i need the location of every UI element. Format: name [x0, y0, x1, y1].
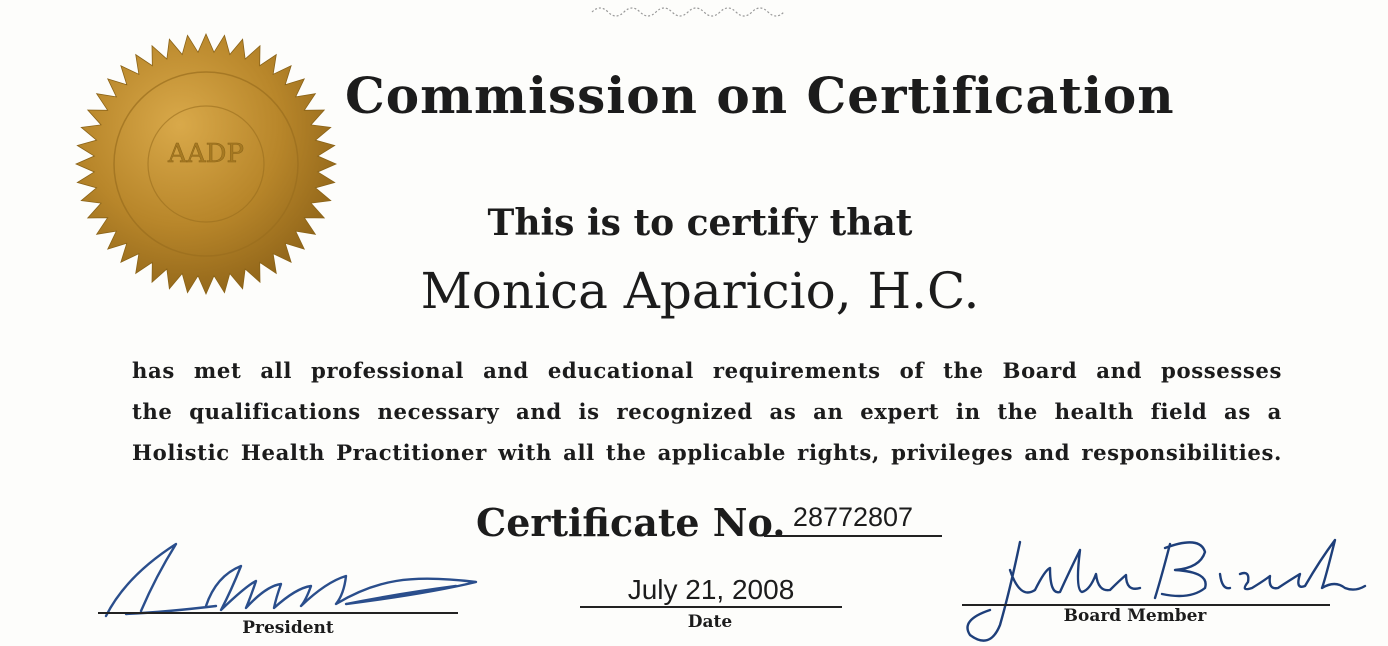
- date-value: July 21, 2008: [627, 574, 795, 605]
- body-line: the qualifications necessary and is recognized as an expert in the health field as a: [132, 399, 1282, 424]
- certificate-body: [132, 350, 1282, 473]
- board-member-signature: [950, 530, 1370, 646]
- date-line: [580, 606, 842, 608]
- body-line: has met all professional and educational requirements of the Board and possesses: [132, 358, 1282, 383]
- certificate-title: Commission on Certification: [345, 66, 1175, 125]
- certificate-number-label: Certificate No.: [476, 500, 786, 545]
- recipient-name: Monica Aparicio, H.C.: [420, 262, 980, 320]
- body-line: Holistic Health Practitioner with all the applicable rights, privileges and responsibilities.: [132, 440, 1282, 465]
- gold-seal-icon: [72, 30, 340, 298]
- president-signature-line: [98, 612, 458, 614]
- certify-line: This is to certify that: [487, 202, 913, 244]
- certificate-number: 28772807: [764, 502, 942, 537]
- seal-text: AADP: [168, 139, 244, 169]
- date-label: Date: [687, 612, 733, 632]
- president-label: President: [242, 618, 334, 638]
- scan-mark: [590, 0, 790, 20]
- board-member-label: Board Member: [1063, 606, 1207, 626]
